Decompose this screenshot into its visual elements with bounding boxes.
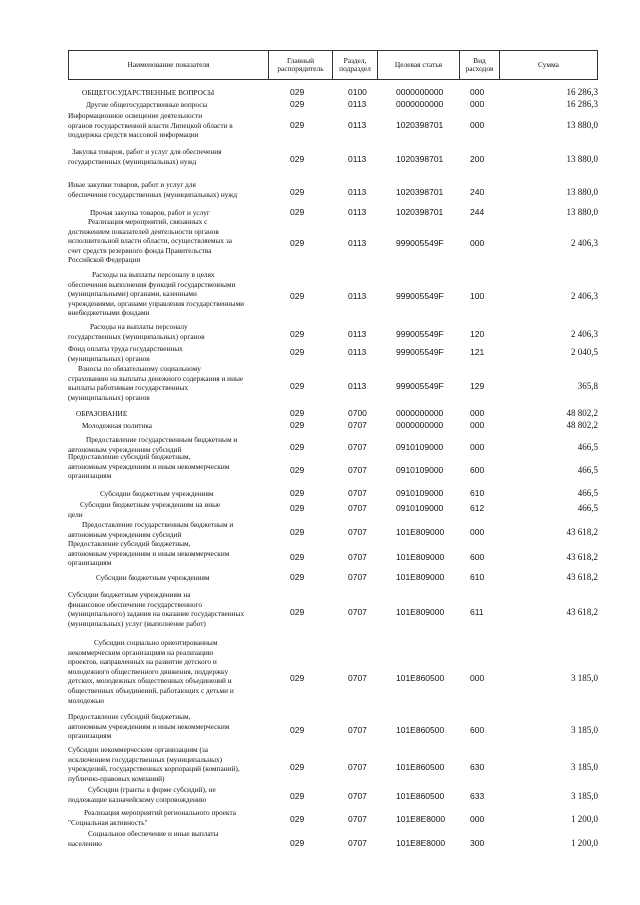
- row-name: Фонд оплаты труда государственных (муниципальных) органов: [68, 344, 183, 363]
- row-sum: 466,5: [577, 488, 598, 498]
- row-rz: 0113: [348, 329, 367, 339]
- row-sum: 43 618,2: [566, 552, 598, 562]
- row-cs: 999005549F: [396, 329, 444, 339]
- row-name: Прочая закупка товаров, работ и услуг: [90, 208, 210, 217]
- row-vr: 000: [470, 673, 485, 683]
- row-cs: 1020398701: [396, 120, 444, 130]
- row-rz: 0707: [348, 607, 367, 617]
- row-cs: 999005549F: [396, 381, 444, 391]
- row-gr: 029: [290, 725, 305, 735]
- row-vr: 000: [470, 408, 485, 418]
- row-vr: 240: [470, 187, 485, 197]
- row-rz: 0113: [348, 99, 367, 109]
- row-name: Предоставление субсидий бюджетным, автономным учреждениям и иным некоммерческим организациям: [68, 539, 230, 568]
- row-vr: 129: [470, 381, 485, 391]
- row-cs: 101E809000: [396, 572, 445, 582]
- row-gr: 029: [290, 488, 305, 498]
- row-sum: 466,5: [577, 503, 598, 513]
- row-vr: 000: [470, 527, 485, 537]
- row-cs: 1020398701: [396, 154, 444, 164]
- row-gr: 029: [290, 607, 305, 617]
- row-gr: 029: [290, 420, 305, 430]
- row-sum: 466,5: [577, 442, 598, 452]
- row-rz: 0113: [348, 238, 367, 248]
- row-name: Субсидии социально ориентированным некоммерческим организациям на реализацию проектов, направленных на развитие детского и молодежного общественного движения, поддержку детских, молодежных общественных объединений и общественных объединений, работающих с детьми и молодежью: [68, 638, 234, 705]
- row-cs: 101E860500: [396, 725, 445, 735]
- row-cs: 999005549F: [396, 291, 444, 301]
- row-cs: 0000000000: [396, 420, 444, 430]
- row-vr: 121: [470, 347, 485, 357]
- row-rz: 0113: [348, 120, 367, 130]
- row-gr: 029: [290, 238, 305, 248]
- row-rz: 0707: [348, 791, 367, 801]
- row-gr: 029: [290, 465, 305, 475]
- row-cs: 101E8E8000: [396, 838, 446, 848]
- row-vr: 000: [470, 442, 485, 452]
- row-rz: 0707: [348, 725, 367, 735]
- row-vr: 300: [470, 838, 485, 848]
- row-sum: 48 802,2: [566, 408, 598, 418]
- row-gr: 029: [290, 207, 305, 217]
- row-name: ОБРАЗОВАНИЕ: [76, 409, 128, 418]
- row-gr: 029: [290, 527, 305, 537]
- row-rz: 0707: [348, 572, 367, 582]
- row-sum: 3 185,0: [571, 762, 598, 772]
- row-vr: 000: [470, 814, 485, 824]
- row-sum: 3 185,0: [571, 673, 598, 683]
- row-name: Субсидии бюджетным учреждениям на иные цели: [68, 500, 221, 519]
- row-sum: 3 185,0: [571, 725, 598, 735]
- row-gr: 029: [290, 762, 305, 772]
- row-name: Предоставление государственным бюджетным и автономным учреждениям субсидий: [68, 520, 234, 539]
- row-gr: 029: [290, 329, 305, 339]
- row-sum: 16 286,3: [566, 87, 598, 97]
- row-name: Молодежная политика: [82, 421, 153, 430]
- row-rz: 0707: [348, 814, 367, 824]
- header-gr: Главный распорядитель: [269, 51, 333, 79]
- row-sum: 13 880,0: [566, 187, 598, 197]
- row-rz: 0113: [348, 154, 367, 164]
- row-name: ОБЩЕГОСУДАРСТВЕННЫЕ ВОПРОСЫ: [82, 88, 215, 97]
- row-cs: 0000000000: [396, 99, 444, 109]
- row-vr: 000: [470, 120, 485, 130]
- row-sum: 2 406,3: [571, 291, 598, 301]
- row-sum: 3 185,0: [571, 791, 598, 801]
- row-vr: 612: [470, 503, 485, 513]
- row-gr: 029: [290, 442, 305, 452]
- row-rz: 0707: [348, 442, 367, 452]
- row-gr: 029: [290, 154, 305, 164]
- row-rz: 0707: [348, 488, 367, 498]
- row-sum: 43 618,2: [566, 527, 598, 537]
- row-rz: 0113: [348, 381, 367, 391]
- row-cs: 101E860500: [396, 673, 445, 683]
- row-gr: 029: [290, 838, 305, 848]
- row-gr: 029: [290, 814, 305, 824]
- row-gr: 029: [290, 503, 305, 513]
- row-sum: 2 406,3: [571, 329, 598, 339]
- row-rz: 0707: [348, 527, 367, 537]
- row-cs: 999005549F: [396, 347, 444, 357]
- row-rz: 0707: [348, 420, 367, 430]
- row-sum: 2 040,5: [571, 347, 598, 357]
- row-vr: 244: [470, 207, 485, 217]
- row-name: Реализация мероприятий регионального проекта "Социальная активность": [68, 808, 236, 827]
- row-rz: 0707: [348, 503, 367, 513]
- header-sum: Сумма: [538, 59, 559, 69]
- row-gr: 029: [290, 552, 305, 562]
- table-header: [68, 50, 598, 80]
- row-gr: 029: [290, 347, 305, 357]
- row-gr: 029: [290, 408, 305, 418]
- row-vr: 000: [470, 238, 485, 248]
- row-name: Расходы на выплаты персоналу в целях обеспечения выполнения функций государственными (муниципальными) органами, казенными учреждениями, органами управления государственными внебюджетными фондами: [68, 270, 245, 318]
- row-sum: 1 200,0: [571, 814, 598, 824]
- row-vr: 633: [470, 791, 485, 801]
- row-cs: 0000000000: [396, 87, 444, 97]
- row-sum: 43 618,2: [566, 607, 598, 617]
- row-cs: 101E860500: [396, 791, 445, 801]
- row-sum: 13 880,0: [566, 207, 598, 217]
- row-sum: 13 880,0: [566, 120, 598, 130]
- row-name: Предоставление субсидий бюджетным, автономным учреждениям и иным некоммерческим организациям: [68, 712, 230, 741]
- row-sum: 365,8: [577, 381, 598, 391]
- row-cs: 0910109000: [396, 488, 444, 498]
- row-gr: 029: [290, 381, 305, 391]
- row-name: Субсидии бюджетным учреждениям: [96, 573, 210, 582]
- row-cs: 1020398701: [396, 207, 444, 217]
- row-cs: 0910109000: [396, 442, 444, 452]
- row-vr: 000: [470, 87, 485, 97]
- row-name: Закупка товаров, работ и услуг для обеспечения государственных (муниципальных) нужд: [68, 147, 222, 166]
- header-rz: Раздел, подраздел: [333, 51, 378, 79]
- row-name: Иные закупки товаров, работ и услуг для обеспечения государственных (муниципальных) нужд: [68, 180, 238, 199]
- row-cs: 101E809000: [396, 527, 445, 537]
- row-cs: 999005549F: [396, 238, 444, 248]
- row-rz: 0113: [348, 347, 367, 357]
- row-gr: 029: [290, 99, 305, 109]
- row-cs: 0000000000: [396, 408, 444, 418]
- row-gr: 029: [290, 791, 305, 801]
- row-name: Информационное освещение деятельности органов государственной власти Липецкой области в поддержка средств массовой информации: [68, 111, 233, 140]
- row-sum: 48 802,2: [566, 420, 598, 430]
- row-name: Взносы по обязательному социальному страхованию на выплаты денежного содержания и иные выплаты работникам государственных (муниципальных) органов: [68, 364, 244, 402]
- row-cs: 1020398701: [396, 187, 444, 197]
- row-name: Реализация мероприятий, связанных с достижением показателей деятельности органов исполнительной власти области, осуществляемых за счет средств резервного фонда Правительства Российской Федерации: [68, 217, 232, 265]
- row-gr: 029: [290, 187, 305, 197]
- row-sum: 2 406,3: [571, 238, 598, 248]
- row-vr: 630: [470, 762, 485, 772]
- row-rz: 0707: [348, 762, 367, 772]
- row-name: Субсидии бюджетным учреждениям: [100, 489, 214, 498]
- row-vr: 610: [470, 572, 485, 582]
- row-cs: 101E809000: [396, 552, 445, 562]
- row-vr: 120: [470, 329, 485, 339]
- row-sum: 466,5: [577, 465, 598, 475]
- row-sum: 43 618,2: [566, 572, 598, 582]
- row-name: Предоставление субсидий бюджетным, автономным учреждениям и иным некоммерческим организациям: [68, 452, 230, 481]
- row-rz: 0113: [348, 291, 367, 301]
- row-cs: 0910109000: [396, 465, 444, 475]
- row-name: Расходы на выплаты персоналу государственных (муниципальных) органов: [68, 322, 205, 341]
- row-sum: 16 286,3: [566, 99, 598, 109]
- row-rz: 0100: [348, 87, 367, 97]
- row-name: Субсидии (гранты в форме субсидий), не подлежащие казначейскому сопровождению: [68, 785, 216, 804]
- row-name: Социальное обеспечение и иные выплаты населению: [68, 829, 219, 848]
- row-vr: 000: [470, 99, 485, 109]
- row-sum: 13 880,0: [566, 154, 598, 164]
- row-gr: 029: [290, 572, 305, 582]
- row-cs: 101E860500: [396, 762, 445, 772]
- row-name: Предоставление государственным бюджетным и автономным учреждениям субсидий: [68, 435, 238, 454]
- row-name: Другие общегосударственные вопросы: [86, 100, 208, 109]
- row-cs: 101E8E8000: [396, 814, 446, 824]
- row-vr: 100: [470, 291, 485, 301]
- row-vr: 000: [470, 420, 485, 430]
- row-vr: 611: [470, 607, 484, 617]
- row-vr: 610: [470, 488, 485, 498]
- header-cs: Целевая статья: [378, 51, 460, 79]
- row-name: Субсидии некоммерческим организациям (за исключением государственных (муниципальных) учреждений, государственных корпораций (компаний), публично-правовых компаний): [68, 745, 240, 783]
- row-vr: 200: [470, 154, 485, 164]
- row-gr: 029: [290, 673, 305, 683]
- row-sum: 1 200,0: [571, 838, 598, 848]
- row-rz: 0113: [348, 207, 367, 217]
- row-gr: 029: [290, 120, 305, 130]
- row-rz: 0700: [348, 408, 367, 418]
- row-vr: 600: [470, 552, 485, 562]
- row-rz: 0707: [348, 673, 367, 683]
- row-rz: 0707: [348, 465, 367, 475]
- row-vr: 600: [470, 465, 485, 475]
- header-vr: Вид расходов: [460, 51, 500, 79]
- row-cs: 0910109000: [396, 503, 444, 513]
- row-rz: 0707: [348, 552, 367, 562]
- row-cs: 101E809000: [396, 607, 445, 617]
- row-name: Субсидии бюджетным учреждениям на финансовое обеспечение государственного (муниципального) задания на оказание государственных (муниципальных) услуг (выполнение работ): [68, 590, 245, 628]
- row-rz: 0707: [348, 838, 367, 848]
- row-vr: 600: [470, 725, 485, 735]
- header-name: Наименование показателя: [69, 51, 269, 79]
- row-gr: 029: [290, 291, 305, 301]
- row-rz: 0113: [348, 187, 367, 197]
- row-gr: 029: [290, 87, 305, 97]
